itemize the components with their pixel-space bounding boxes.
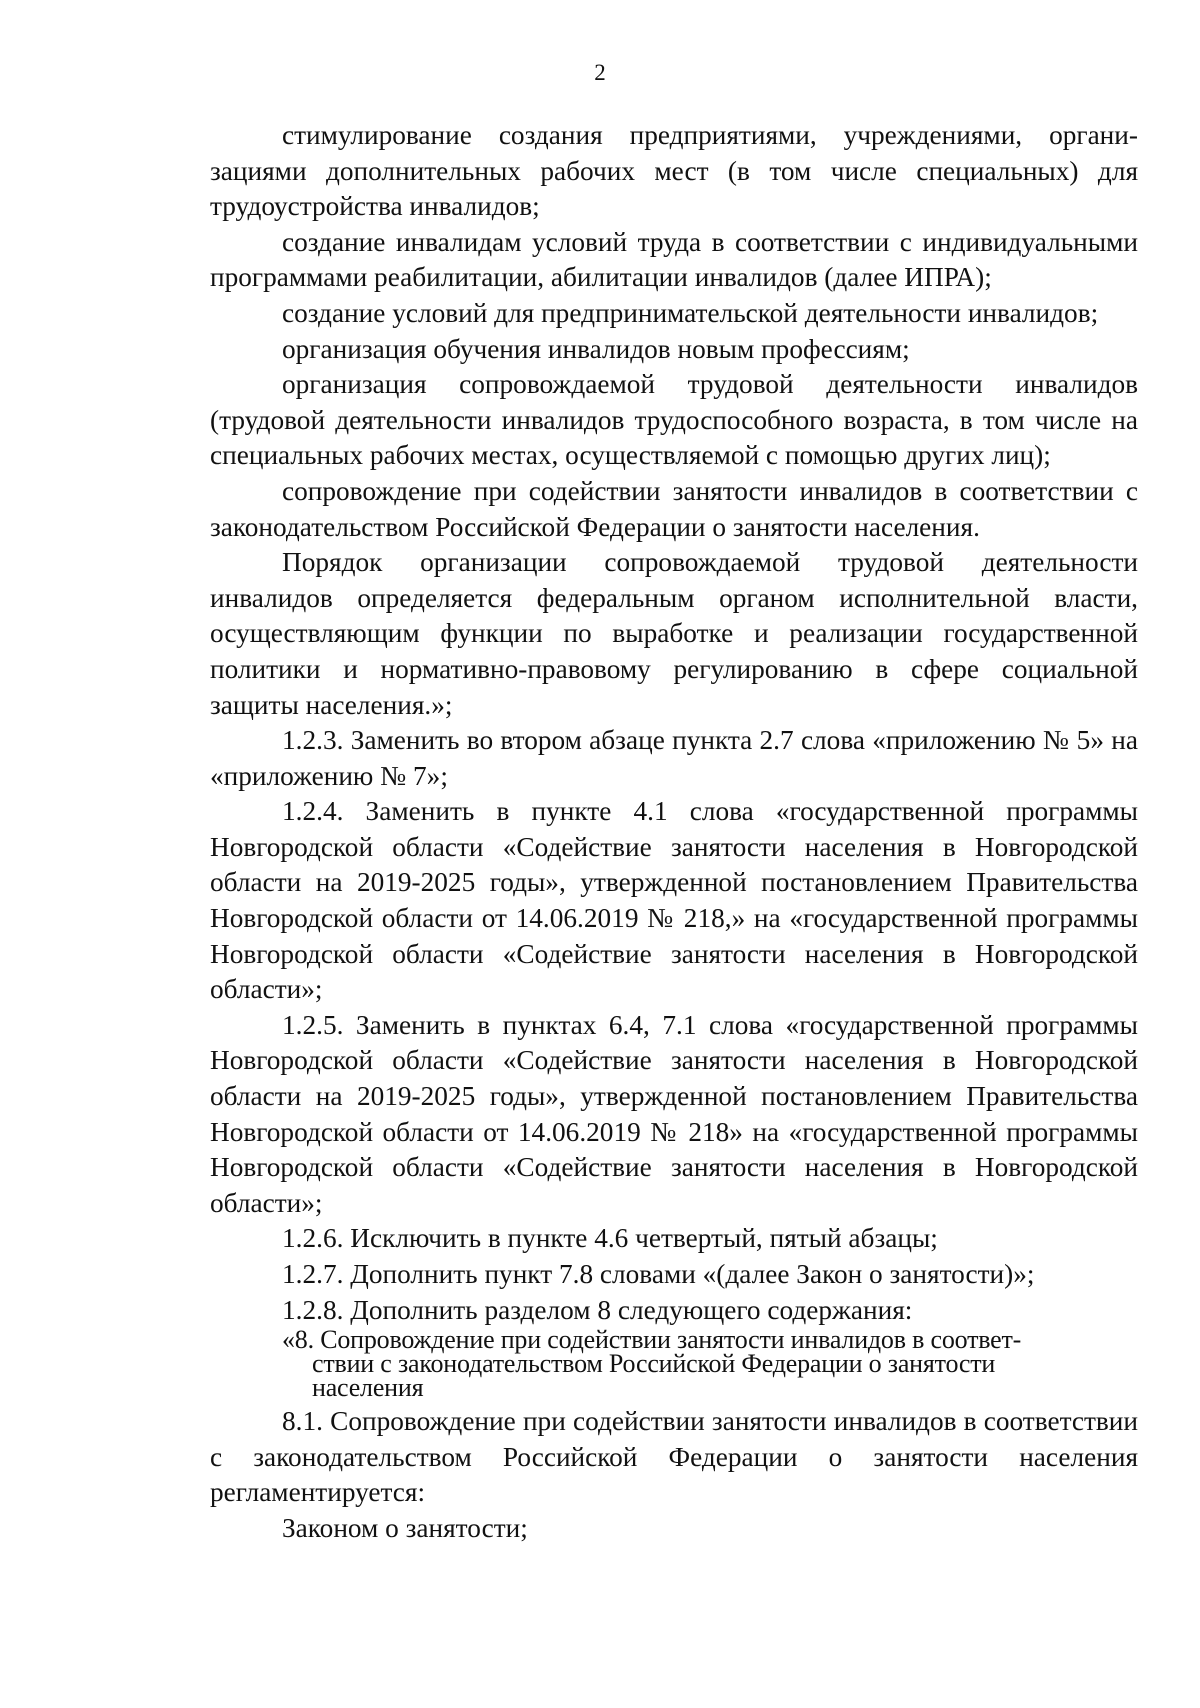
section-heading-line: ствии с законодательством Российской Федерации о занятости <box>312 1349 996 1379</box>
paragraph: 1.2.7. Дополнить пункт 7.8 словами «(далее Закон о занятости)»; <box>282 1259 1035 1289</box>
paragraph: создание инвалидам условий труда в соответствии с индивидуальными программами реабилитации, абилитации инвалидов (далее ИПРА); <box>210 226 1138 293</box>
section-heading <box>282 1325 1138 1403</box>
section-heading-line: «8. Сопровождение при содействии занятости инвалидов в соответ- <box>282 1325 1022 1355</box>
paragraph: организация обучения инвалидов новым профессиям; <box>282 333 910 364</box>
section-heading-line: населения <box>312 1373 424 1403</box>
paragraph: 1.2.4. Заменить в пункте 4.1 слова «государственной программы Новгородской области «Содействие занятости населения в Новгородской области на 2019-2025 годы», утвержденной постановлением Правительства Новгородской области от 14.06.2019 № 218,» на «государственной программы Новгородской области «Содействие занятости населения в Новгородской области»; <box>210 796 1138 1005</box>
paragraph: 1.2.3. Заменить во втором абзаце пункта 2.7 слова «приложению № 5» на «приложению № 7»; <box>210 725 1138 791</box>
page-number: 2 <box>594 60 606 85</box>
paragraph: 1.2.5. Заменить в пунктах 6.4, 7.1 слова «государственной программы Новгородской области «Содействие занятости населения в Новгородской области на 2019-2025 годы», утвержденной постановлением Правительства Новгородской области от 14.06.2019 № 218» на «государственной программы Новгородской области «Содействие занятости населения в Новгородской области»; <box>210 1009 1138 1218</box>
paragraph: Законом о занятости; <box>282 1512 528 1543</box>
paragraph: стимулирование создания предприятиями, учреждениями, организациями дополнительных рабочих мест (в том числе специальных) для трудоустройства инвалидов; <box>210 120 1138 222</box>
paragraph: создание условий для предпринимательской деятельности инвалидов; <box>282 297 1099 328</box>
paragraph: сопровождение при содействии занятости инвалидов в соответствии с законодательством Российской Федерации о занятости населения. <box>210 475 1138 542</box>
document-body <box>210 118 1138 1547</box>
paragraph: 1.2.8. Дополнить разделом 8 следующего содержания: <box>282 1294 913 1325</box>
paragraph: 8.1. Сопровождение при содействии занятости инвалидов в соответствии с законодательством Российской Федерации о занятости населения регламентируется: <box>210 1406 1138 1508</box>
paragraph: 1.2.6. Исключить в пункте 4.6 четвертый, пятый абзацы; <box>282 1223 938 1254</box>
paragraph: организация сопровождаемой трудовой деятельности инвалидов (трудовой деятельности инвалидов трудоспособного возраста, в том числе на специальных рабочих местах, осуществляемой с помощью других лиц); <box>210 369 1138 471</box>
paragraph: Порядок организации сопровождаемой трудовой деятельности инвалидов определяется федеральным органом исполнительной власти, осуществляющим функции по выработке и реализации государственной политики и нормативно-правовому регулированию в сфере социальной защиты населения.»; <box>210 547 1138 720</box>
